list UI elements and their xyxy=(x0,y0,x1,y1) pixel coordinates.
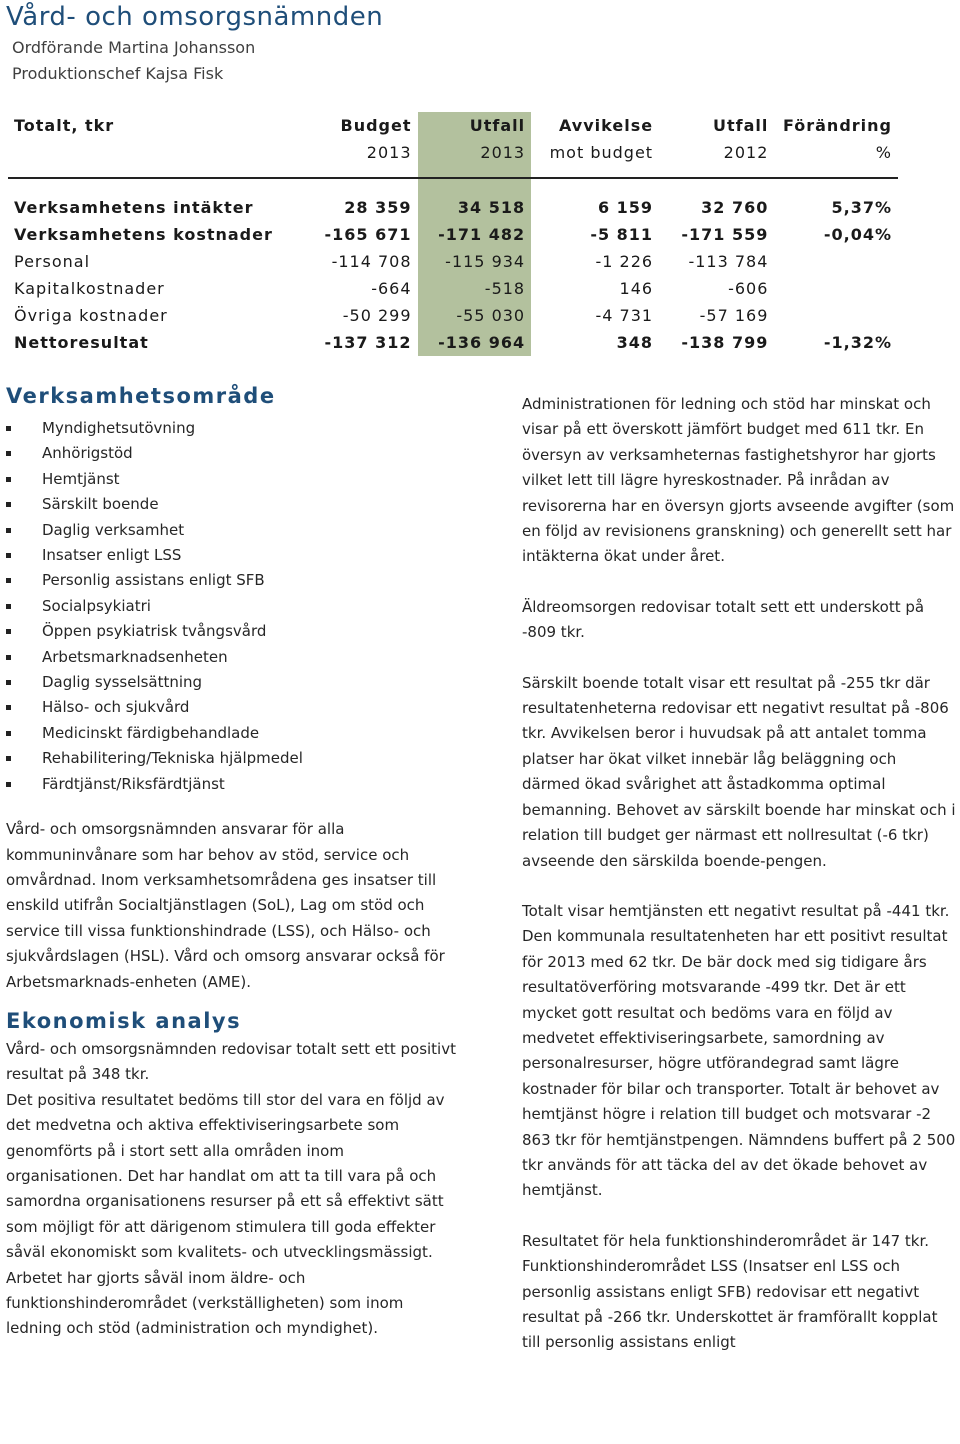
table-row xyxy=(8,248,898,275)
list-item: Arbetsmarknadsenheten xyxy=(6,645,456,670)
list-item: Rehabilitering/Tekniska hjälpmedel xyxy=(6,746,456,771)
special-housing-paragraph: Särskilt boende totalt visar ett resultat på -255 tkr där resultatenheterna redovisar ett negativt resultat på -806 tkr. Avvikelsen beror i huvudsak på att antalet tomma platser har ökat vilket innebär låg beläggning och därmed ökad svårighet att åstadkomma optimal bemanning. Behovet av särskilt boende har minskat och i relation till budget ger närmast ett nollresultat (-6 tkr) avseende den särskilda boende-pengen. xyxy=(522,673,956,870)
left-column xyxy=(6,384,456,1342)
list-item: Öppen psykiatrisk tvångsvård xyxy=(6,619,456,644)
cell-budget: -165 671 xyxy=(324,225,412,244)
row-label: Nettoresultat xyxy=(14,333,149,352)
header-cell: mot budget xyxy=(549,143,654,162)
cell-avvikelse: -5 811 xyxy=(590,225,654,244)
cell-utfall: -55 030 xyxy=(418,302,532,329)
table-header-row xyxy=(8,139,898,166)
financial-table xyxy=(8,112,898,356)
table-row xyxy=(8,221,898,248)
cell-avvikelse: 146 xyxy=(619,279,654,298)
list-item: Färdtjänst/Riksfärdtjänst xyxy=(6,772,456,797)
cell-budget: -50 299 xyxy=(342,306,412,325)
header-cell: Budget xyxy=(340,116,412,135)
cell-budget: -137 312 xyxy=(324,333,412,352)
header-cell xyxy=(8,139,297,166)
row-label: Verksamhetens intäkter xyxy=(14,198,254,217)
table-spacer xyxy=(8,178,898,194)
cell-utfall: -115 934 xyxy=(418,248,532,275)
row-label: Personal xyxy=(14,252,91,271)
cell-avvikelse: 6 159 xyxy=(597,198,654,217)
areas-heading: Verksamhetsområde xyxy=(6,384,276,408)
header-cell: Avvikelse xyxy=(558,116,654,135)
chair-line: Ordförande Martina Johansson xyxy=(12,38,256,57)
table-row-total xyxy=(8,329,898,356)
header-cell: % xyxy=(875,143,892,162)
row-label: Övriga kostnader xyxy=(14,306,168,325)
areas-list xyxy=(6,416,456,797)
analysis-heading: Ekonomisk analys xyxy=(6,1008,242,1033)
cell-budget: -664 xyxy=(371,279,412,298)
list-item: Anhörigstöd xyxy=(6,441,456,466)
cell-utfall: -171 482 xyxy=(418,221,532,248)
cell-utfall-2012: -57 169 xyxy=(699,306,769,325)
header-cell: 2013 xyxy=(418,139,532,166)
production-head-line: Produktionschef Kajsa Fisk xyxy=(12,64,224,83)
cell-forandring xyxy=(774,275,898,302)
list-item: Daglig verksamhet xyxy=(6,518,456,543)
list-item: Hemtjänst xyxy=(6,467,456,492)
row-label: Verksamhetens kostnader xyxy=(14,225,273,244)
row-label: Kapitalkostnader xyxy=(14,279,165,298)
list-item: Hälso- och sjukvård xyxy=(6,695,456,720)
list-item: Särskilt boende xyxy=(6,492,456,517)
cell-utfall-2012: -606 xyxy=(728,279,769,298)
cell-utfall-2012: -113 784 xyxy=(688,252,769,271)
cell-budget: 28 359 xyxy=(344,198,412,217)
header-divider xyxy=(8,166,898,178)
cell-utfall-2012: -138 799 xyxy=(681,333,769,352)
table-row xyxy=(8,275,898,302)
list-item: Myndighetsutövning xyxy=(6,416,456,441)
disability-paragraph: Resultatet för hela funktionshinderområdet är 147 tkr. Funktionshinderområdet LSS (Insatser enl LSS och personlig assistans enligt SFB) redovisar ett negativt resultat på -266 tkr. Underskottet är framförallt kopplat till personlig assistans enligt xyxy=(522,1231,938,1352)
analysis-paragraph: Det positiva resultatet bedöms till stor del vara en följd av det medvetna och aktiva effektiviseringsarbete som genomförts på i stort sett alla områden inom organisationen. Det har handlat om att ta till vara på och samordna organisationens resurser på ett så effektivt sätt som möjligt för att därigenom stimulera till goda effekter såväl ekonomiskt som kvalitets- och utvecklingsmässigt. Arbetet har gjorts såväl inom äldre- och funktionshinderområdet (verkställigheten) som inom ledning och stöd (administration och myndighet). xyxy=(6,1090,445,1338)
header-cell: 2013 xyxy=(366,143,412,162)
cell-utfall-2012: 32 760 xyxy=(701,198,769,217)
header-cell: Förändring xyxy=(782,116,892,135)
cell-forandring xyxy=(774,302,898,329)
list-item: Daglig sysselsättning xyxy=(6,670,456,695)
list-item: Medicinskt färdigbehandlade xyxy=(6,721,456,746)
elderly-care-paragraph: Äldreomsorgen redovisar totalt sett ett underskott på -809 tkr. xyxy=(522,597,925,642)
responsibility-paragraph: Vård- och omsorgsnämnden ansvarar för alla kommuninvånare som har behov av stöd, service och omvårdnad. Inom verksamhetsområdena ges insatser till enskild utifrån Socialtjänstlagen (SoL), Lag om stöd och service till vissa funktionshindrade (LSS), och Hälso- och sjukvårdslagen (HSL). Vård och omsorg ansvarar också för Arbetsmarknads-enheten (AME). xyxy=(6,820,445,991)
list-item: Socialpsykiatri xyxy=(6,594,456,619)
analysis-summary: Vård- och omsorgsnämnden redovisar totalt sett ett positivt resultat på 348 tkr. xyxy=(6,1039,456,1084)
cell-utfall-2012: -171 559 xyxy=(681,225,769,244)
table-row xyxy=(8,194,898,221)
administration-paragraph: Administrationen för ledning och stöd har minskat och visar på ett överskott jämfört budget med 611 tkr. En översyn av verksamheternas fastighetshyror har gjorts vilket lett till lägre hyreskostnader. På inrådan av revisorerna har en översyn gjorts avseende avgifter (som en följd av revisionens granskning) och generellt sett har intäkterna ökat under året. xyxy=(522,395,955,566)
cell-avvikelse: -1 226 xyxy=(595,252,654,271)
cell-forandring: -0,04% xyxy=(823,225,892,244)
cell-forandring: -1,32% xyxy=(823,333,892,352)
cell-utfall: 34 518 xyxy=(418,194,532,221)
home-care-paragraph: Totalt visar hemtjänsten ett negativt resultat på -441 tkr. Den kommunala resultatenheten har ett positivt resultat för 2013 med 62 tkr. De bär dock med sig tidigare års resultatöverföring motsvarande -499 tkr. Det är ett mycket gott resultat och bedöms vara en följd av medvetet effektiviseringsarbete, samordning av personalresurser, högre utförandegrad samt lägre kostnader för bilar och transporter. Totalt är behovet av hemtjänst högre i relation till budget och motsvarar -2 863 tkr för hemtjänstpengen. Nämndens buffert på 2 500 tkr används för att täcka del av det ökade behovet av hemtjänst. xyxy=(522,901,956,1200)
right-column xyxy=(522,392,958,1381)
cell-avvikelse: 348 xyxy=(616,333,654,352)
list-item: Insatser enligt LSS xyxy=(6,543,456,568)
header-cell: 2012 xyxy=(723,143,769,162)
cell-utfall: -136 964 xyxy=(418,329,532,356)
table-row xyxy=(8,302,898,329)
cell-forandring xyxy=(774,248,898,275)
cell-forandring: 5,37% xyxy=(831,198,892,217)
header-cell: Utfall xyxy=(418,112,532,139)
list-item: Personlig assistans enligt SFB xyxy=(6,568,456,593)
header-cell: Utfall xyxy=(713,116,769,135)
cell-avvikelse: -4 731 xyxy=(595,306,654,325)
header-cell: Totalt, tkr xyxy=(14,116,115,135)
table-header-row xyxy=(8,112,898,139)
cell-utfall: -518 xyxy=(418,275,532,302)
cell-budget: -114 708 xyxy=(331,252,412,271)
page-title: Vård- och omsorgsnämnden xyxy=(6,2,384,32)
